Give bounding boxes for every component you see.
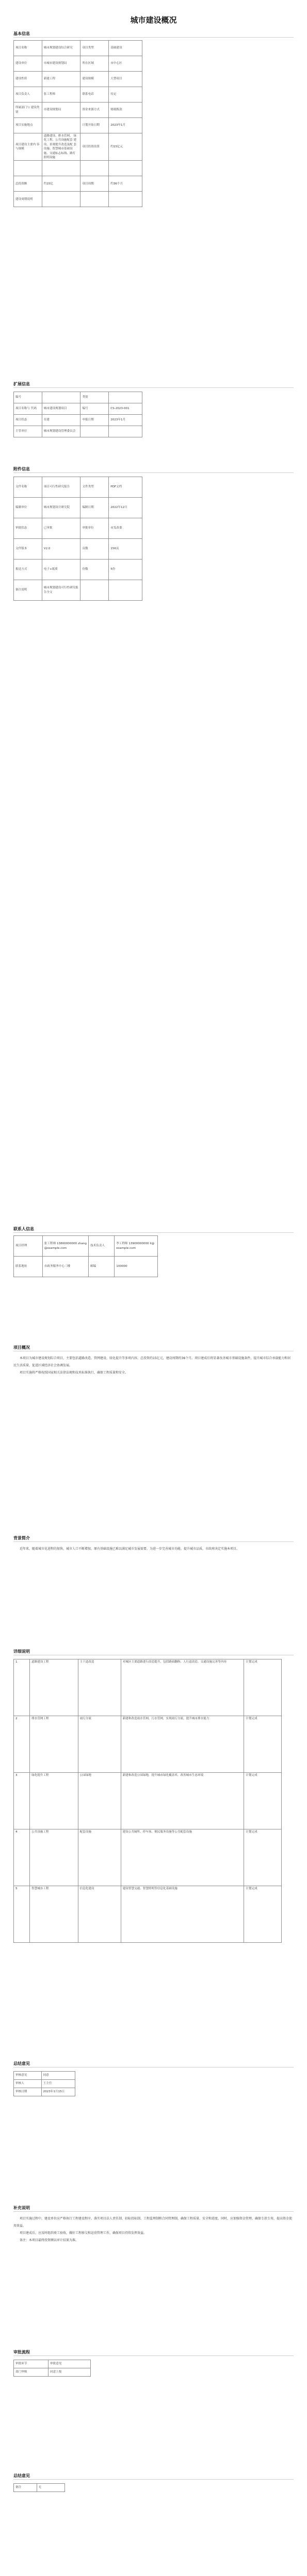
table-cell: 文件版本 <box>14 539 42 560</box>
divider <box>13 2355 294 2356</box>
table-cell <box>42 118 80 133</box>
table-cell: 部门审核 <box>14 2368 49 2377</box>
table-cell: 审核人 <box>14 2080 42 2088</box>
table-cell: 道路建设工程 <box>30 1659 78 1716</box>
paragraph: 本项目为城市建设规划综合项目，主要包括道路改造、管网建设、绿化提升等多项内容，总投资约15亿元，建设周期约36个月。项目建成后将显著改善城市基础设施条件，提升城市综合承载能力和居民生活质量，促进区域经济社会协调发展。 <box>13 1357 291 1367</box>
table-cell: 建设周期说明 <box>14 192 42 207</box>
table-row <box>14 1257 158 1277</box>
table-cell: 所在区域 <box>80 56 109 72</box>
page-title: 城市建设概况 <box>130 15 177 25</box>
divider <box>13 1232 294 1233</box>
divider <box>13 2479 294 2480</box>
paragraph: 备注：本项目最终投资额以审计结果为准。 <box>20 2239 79 2242</box>
table-cell <box>42 192 80 207</box>
table-row <box>14 1773 282 1829</box>
table-row <box>14 87 142 103</box>
table-cell: 城市规划建设综合研究 <box>42 41 80 56</box>
table-cell: 计划完成 <box>244 1829 282 1886</box>
table-row <box>14 539 142 560</box>
table-cell <box>109 192 142 207</box>
table-cell: 计划完成 <box>244 1659 282 1716</box>
table-cell: 编号 <box>14 392 42 403</box>
table-cell: 大型项目 <box>109 72 142 87</box>
table-cell: 审批状态 <box>14 518 42 539</box>
table-cell: 100000 <box>115 1257 158 1277</box>
table-cell: 项目实施地点 <box>14 118 42 133</box>
summary-table <box>13 2071 75 2096</box>
table-row <box>14 392 142 403</box>
table-row <box>14 403 142 415</box>
extra-info-table <box>13 392 142 437</box>
table-cell <box>14 161 42 176</box>
table-cell: 文件名称 <box>14 477 42 498</box>
contact-table <box>13 1235 158 1277</box>
table-cell: 智慧城市工程 <box>30 1886 78 1943</box>
section-heading-overview: 项目概况 <box>13 1345 30 1350</box>
section-heading-basic: 基本信息 <box>13 31 30 36</box>
table-cell: 张工程师 13800000000 zhang@example.com <box>42 1236 88 1257</box>
table-cell: 项目类型 <box>80 41 109 56</box>
table-cell: 邮编 <box>89 1257 115 1277</box>
table-cell: 5 <box>14 1886 30 1943</box>
table-row <box>14 2360 91 2368</box>
table-row <box>14 560 142 580</box>
table-cell: 主干道改造 <box>78 1659 121 1716</box>
table-cell: 3 <box>14 1773 30 1829</box>
table-cell: 报送方式 <box>14 560 42 580</box>
table-cell: 审核日期 <box>14 2088 42 2096</box>
table-cell: 公共设施工程 <box>30 1829 78 1886</box>
table-cell: 份数 <box>80 560 109 580</box>
table-cell: 备注说明 <box>14 580 42 601</box>
table-cell: 在建 <box>42 415 80 426</box>
table-cell: 市政务服务中心三楼 <box>42 1257 88 1277</box>
section-heading-extra: 扩展信息 <box>13 382 30 386</box>
table-cell: 备注 <box>14 2484 37 2492</box>
table-cell: 1 <box>14 1659 30 1716</box>
table-row <box>14 103 142 118</box>
table-cell <box>109 161 142 176</box>
divider <box>13 37 294 38</box>
section-heading-remarks: 补充说明 <box>13 2206 30 2210</box>
table-row <box>14 161 142 176</box>
table-cell: 类别 <box>80 392 109 403</box>
table-cell: 城市建设规划项目 <box>42 403 80 415</box>
table-cell: 项目状态 <box>14 415 42 426</box>
table-cell: 项目名称与 代码 <box>14 403 42 415</box>
table-cell: 2023年1月15日 <box>41 2088 75 2096</box>
table-row <box>14 72 142 87</box>
table-cell: 编制单位 <box>14 498 42 518</box>
table-cell: 市中心区 <box>109 56 142 72</box>
paragraph: 近年来，随着城市化进程的加快，城市人口不断增加，原有基础设施已难以满足城市发展需要。为进一步完善城市功能，提升城市品质，市政府决定实施本项目。 <box>20 1547 240 1551</box>
table-cell: 编号 <box>80 403 109 415</box>
table-cell: 王主任 <box>41 2080 75 2088</box>
table-row <box>14 1236 158 1257</box>
table-cell: 财政拨款 <box>109 103 142 118</box>
section-heading-background: 背景简介 <box>13 1536 30 1540</box>
table-row <box>14 56 142 72</box>
table-cell: 新建工程 <box>42 72 80 87</box>
table-cell: 项目名称 <box>14 41 42 56</box>
table-cell: 计划完成 <box>244 1716 282 1773</box>
files-info-table <box>13 477 142 601</box>
table-cell: 建设公共厕所、停车场、便民服务设施等公共配套设施 <box>121 1829 244 1886</box>
section-heading-contact: 联系人信息 <box>13 1227 34 1231</box>
table-cell: 新建和改造公园绿地，提升城市绿化覆盖率，改善城市生态环境 <box>121 1773 244 1829</box>
paragraph: 项目实施过程中，建设单位应严格执行工程建设程序，落实项目法人责任制、招标投标制、工程监理制和合同管理制，确保工程质量、安全和进度。同时，应加强资金管理，确保专款专用，提高资金使用效益。 <box>13 2217 293 2228</box>
table-cell <box>80 192 109 207</box>
table-cell <box>109 392 142 403</box>
table-cell: 申报日期 <box>80 415 109 426</box>
divider <box>13 472 294 473</box>
table-cell <box>42 392 80 403</box>
table-cell: 4 <box>14 1829 30 1886</box>
table-cell <box>80 161 109 176</box>
table-row <box>14 580 142 601</box>
table-row <box>14 426 142 437</box>
table-row <box>14 2088 75 2096</box>
table-cell <box>109 426 142 437</box>
table-cell: 约15亿元 <box>109 133 142 161</box>
table-cell: 建设单位 <box>14 56 42 72</box>
divider <box>13 1541 294 1542</box>
table-cell: 待定 <box>109 87 142 103</box>
table-cell: 联系电话 <box>80 87 109 103</box>
table-cell <box>109 580 142 601</box>
table-row <box>14 1659 282 1716</box>
table-cell <box>80 580 109 601</box>
table-cell: 技术负责人 <box>89 1236 115 1257</box>
section-heading-final: 总结意见 <box>13 2473 30 2478</box>
table-cell <box>80 426 109 437</box>
table-cell: 文件类型 <box>80 477 109 498</box>
table-cell: 同意 <box>41 2072 75 2080</box>
table-cell: 总投资额 <box>14 176 42 192</box>
table-cell: 城市规划建设可行性研究报告全文 <box>42 580 80 601</box>
table-cell: 计划完成 <box>244 1773 282 1829</box>
table-cell <box>42 161 80 176</box>
section-heading-review: 审批流程 <box>13 2350 30 2354</box>
table-cell: 信息化建设 <box>78 1886 121 1943</box>
table-cell: 李工程师 13900000000 li@example.com <box>115 1236 158 1257</box>
table-row <box>14 1886 282 1943</box>
table-cell: 市建设规划局 <box>42 103 80 118</box>
table-cell: 项目负责人 <box>14 87 42 103</box>
divider <box>13 387 294 388</box>
table-cell: 所属部门与 建设类别 <box>14 103 42 118</box>
table-cell: 电子+纸质 <box>42 560 80 580</box>
table-cell: 计划完成 <box>244 1886 282 1943</box>
basic-info-table <box>13 40 142 207</box>
overview-text <box>13 1355 294 1377</box>
table-row <box>14 133 142 161</box>
table-row <box>14 415 142 426</box>
section-heading-summary: 总结意见 <box>13 2061 30 2066</box>
table-cell: 项目经理 <box>14 1236 43 1257</box>
table-cell: CS-2023-001 <box>109 403 142 415</box>
table-row <box>14 2080 75 2088</box>
table-cell: 对城区主要道路进行改造提升，包括路面翻修、人行道改造、交通设施完善等内容 <box>121 1659 244 1716</box>
table-cell: 雨污分流 <box>78 1716 121 1773</box>
table-cell: 基础建设 <box>109 41 142 56</box>
table-cell: 审批环节 <box>14 2360 49 2368</box>
table-row <box>14 2368 91 2377</box>
table-row <box>14 192 142 207</box>
divider <box>13 2211 294 2212</box>
table-row <box>14 176 142 192</box>
table-cell: 156页 <box>109 539 142 560</box>
paragraph: 项目实施将严格按照国家相关法律法规和技术标准执行，确保工程质量和安全。 <box>20 1371 128 1375</box>
table-cell: 配套设施 <box>78 1829 121 1886</box>
table-row <box>14 2072 75 2080</box>
table-cell: 审批意见 <box>49 2360 91 2368</box>
table-cell: 建设规模 <box>80 72 109 87</box>
table-cell: 建设智慧交通、智慧照明等信息化基础设施 <box>121 1886 244 1943</box>
table-cell: 建设性质 <box>14 72 42 87</box>
table-cell: 2 <box>14 1716 30 1773</box>
table-cell: 项目可行性研究报告 <box>42 477 80 498</box>
paragraph: 项目建成后，应及时组织竣工验收，做好工程移交和运营管理工作，确保项目持续发挥效益。 <box>20 2231 147 2235</box>
table-cell: 项目建设主要内 容与规模 <box>14 133 42 161</box>
table-cell: 页数 <box>80 539 109 560</box>
table-row <box>14 518 142 539</box>
table-cell: 审核意见 <box>14 2072 42 2080</box>
table-cell: 编制日期 <box>80 498 109 518</box>
table-cell: 城市规划建设管理委员会 <box>42 426 80 437</box>
table-cell: 项目周期 <box>80 176 109 192</box>
section-heading-files: 附件信息 <box>13 467 30 471</box>
table-cell: 市发改委 <box>109 518 142 539</box>
table-row <box>14 477 142 498</box>
section-heading-details: 详细说明 <box>13 1649 30 1654</box>
table-cell: 5份 <box>109 560 142 580</box>
table-cell: 审批单位 <box>80 518 109 539</box>
table-row <box>14 1716 282 1773</box>
review-table <box>13 2360 91 2377</box>
table-cell: 排水管网工程 <box>30 1716 78 1773</box>
table-cell: PDF文档 <box>109 477 142 498</box>
table-row <box>14 118 142 133</box>
details-table <box>13 1659 282 1943</box>
table-cell: 项目投资估算 <box>80 133 109 161</box>
table-cell: 计划开始日期 <box>80 118 109 133</box>
table-cell: 张工程师 <box>42 87 80 103</box>
table-cell: 2023年1月 <box>109 415 142 426</box>
final-table <box>13 2483 65 2492</box>
table-cell: 市城市建设规划局 <box>42 56 80 72</box>
table-cell: 道路建设、排水管网、 绿化工程、公共设施配套 建设、景观提升改造及配 套设施、智慧城市基础设 施、交通标志标线、路灯 照明设施 <box>42 133 80 161</box>
table-row <box>14 41 142 56</box>
table-cell: 新建和改造雨水管网、污水管网，实现雨污分流，提升城市排水能力 <box>121 1716 244 1773</box>
table-cell: 约36个月 <box>109 176 142 192</box>
remarks-text <box>13 2215 294 2244</box>
table-cell: 主管单位 <box>14 426 42 437</box>
table-cell: 2022年12月 <box>109 498 142 518</box>
table-row <box>14 498 142 518</box>
table-cell: 2023年1月 <box>109 118 142 133</box>
table-cell: V2.0 <box>42 539 80 560</box>
background-text <box>13 1546 294 1553</box>
table-cell: 约15亿 <box>42 176 80 192</box>
table-cell: 无 <box>37 2484 64 2492</box>
table-row <box>14 1829 282 1886</box>
table-cell: 绿化提升工程 <box>30 1773 78 1829</box>
table-cell: 资金来源方式 <box>80 103 109 118</box>
table-cell: 公园绿地 <box>78 1773 121 1829</box>
table-cell: 已审批 <box>42 518 80 539</box>
table-cell: 同意上报 <box>49 2368 91 2377</box>
table-cell: 联系地址 <box>14 1257 43 1277</box>
table-cell: 城市规划设计研究院 <box>42 498 80 518</box>
table-row <box>14 2484 65 2492</box>
